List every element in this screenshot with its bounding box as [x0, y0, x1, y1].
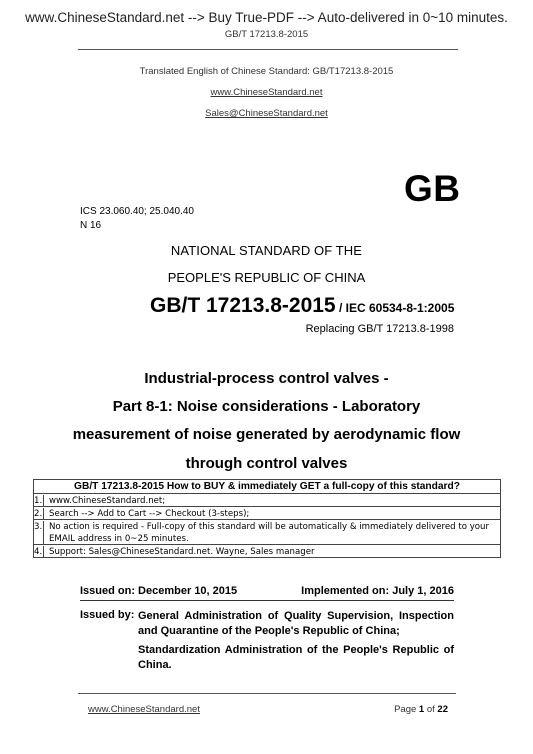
purchase-step [34, 546, 500, 558]
purchase-instructions-box [33, 479, 501, 558]
page-current: 1 [418, 704, 425, 715]
ccs-code: N 16 [80, 220, 102, 231]
issuer-org-aqsiq: General Administration of Quality Supervision, Inspection and Quarantine of the People's Republic of China; [138, 610, 454, 637]
standard-iec-equivalent: / IEC 60534-8-1:2005 [335, 301, 455, 315]
page-indicator [300, 704, 448, 715]
header-divider [78, 49, 458, 50]
purchase-step [34, 521, 500, 545]
page-of: of [424, 704, 438, 715]
translation-note: Translated English of Chinese Standard: GB/T17213.8-2015 [139, 66, 394, 77]
standard-number-main: GB/T 17213.8-2015 [150, 294, 336, 317]
implemented-on-date: Implemented on: July 1, 2016 [301, 585, 454, 597]
page-total: 22 [437, 704, 448, 715]
page-prefix: Page [394, 704, 419, 715]
ics-code: ICS 23.060.40; 25.040.40 [80, 206, 194, 217]
national-standard-line1: NATIONAL STANDARD OF THE [170, 243, 363, 258]
step-text: Search --> Add to Cart --> Checkout (3-steps); [49, 509, 250, 519]
title-line2: Part 8-1: Noise considerations - Laboratory [112, 398, 421, 415]
gb-logo: GB [404, 168, 461, 209]
purchase-step [34, 495, 500, 507]
purchase-instructions-heading: GB/T 17213.8-2015 How to BUY & immediately GET a full-copy of this standard? [34, 480, 500, 494]
step-number: 2. [34, 509, 43, 519]
step-number: 3. [34, 521, 44, 544]
website-link[interactable]: www.ChineseStandard.net [210, 87, 323, 98]
step-number: 1. [34, 496, 43, 506]
step-text[interactable]: www.ChineseStandard.net; [49, 496, 166, 506]
header-banner-text: www.ChineseStandard.net --> Buy True-PDF --> Auto-delivered in 0~10 minutes. [25, 10, 508, 25]
dates-divider [80, 600, 454, 601]
title-line3: measurement of noise generated by aerodynamic flow [72, 426, 461, 443]
title-line4: through control valves [185, 455, 348, 472]
step-text: Support: Sales@ChineseStandard.net. Wayne, Sales manager [49, 547, 315, 557]
title-line1: Industrial-process control valves - [144, 370, 389, 387]
national-standard-line2: PEOPLE'S REPUBLIC OF CHINA [167, 270, 366, 285]
sales-email-link[interactable]: Sales@ChineseStandard.net [205, 108, 328, 119]
header-standard-code: GB/T 17213.8-2015 [224, 29, 309, 40]
standard-number [150, 294, 454, 318]
issued-on-date: Issued on: December 10, 2015 [80, 585, 238, 597]
issued-by-label: Issued by: [80, 609, 135, 621]
step-text: No action is required - Full-copy of this standard will be automatically & immediately delivered to your EMAIL address in 0~25 minutes. [49, 522, 490, 544]
footer-divider [78, 693, 456, 694]
footer-website-link[interactable]: www.ChineseStandard.net [88, 704, 200, 715]
step-number: 4. [34, 547, 43, 557]
replacing-standard: Replacing GB/T 17213.8-1998 [305, 323, 454, 335]
purchase-step [34, 508, 500, 520]
issuer-org-sac: Standardization Administration of the People's Republic of China. [138, 644, 454, 671]
